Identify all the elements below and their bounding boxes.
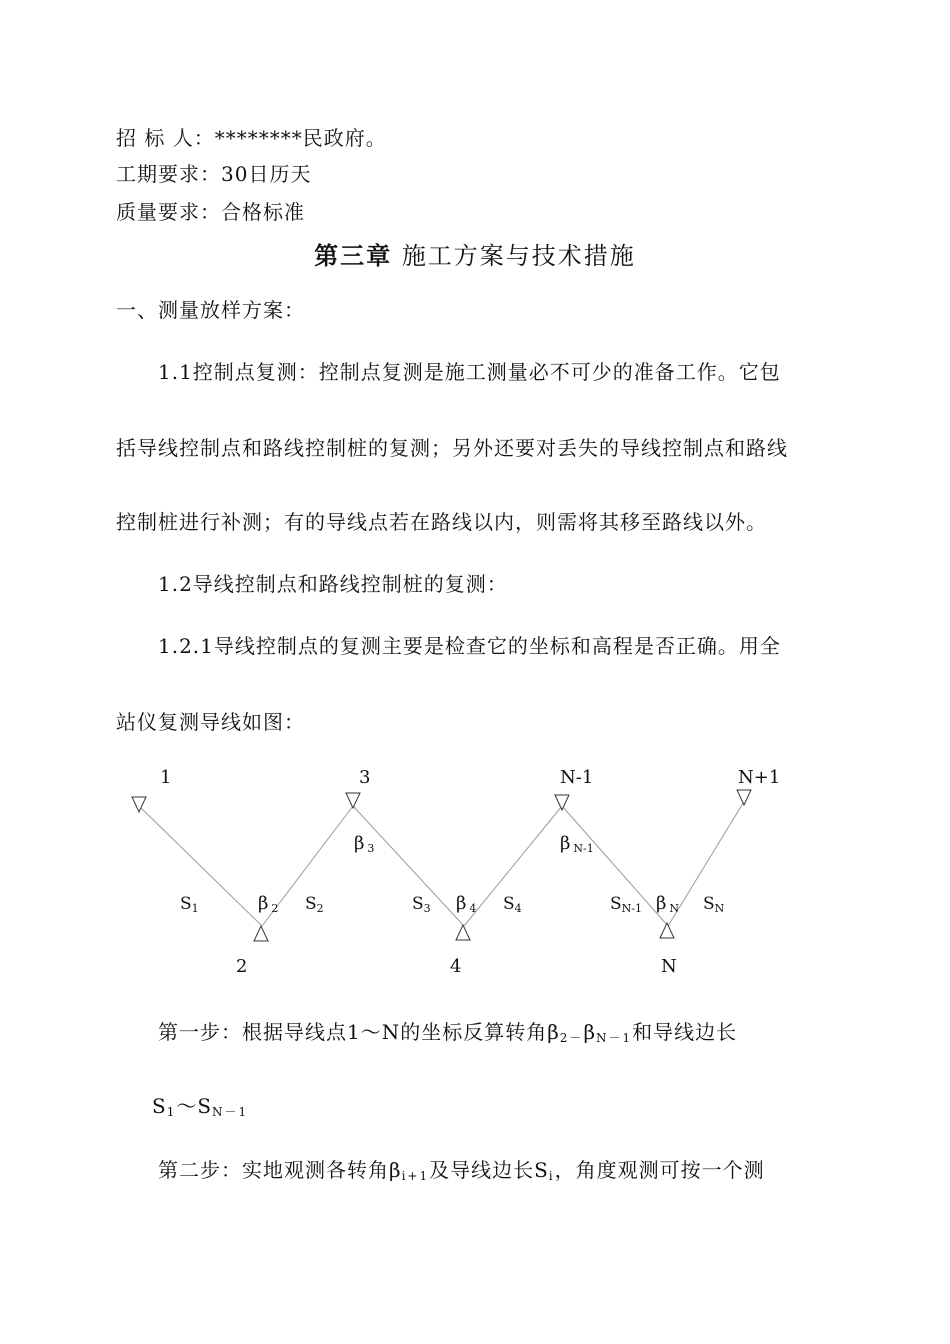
quality-value: 合格标准 (221, 200, 305, 224)
step-1-beta-b: β (583, 1020, 596, 1044)
step-1-s-a-sub: 1 (166, 1105, 177, 1119)
traverse-lines (139, 800, 745, 926)
side-label-s4: S4 (503, 894, 522, 915)
step-1-tilde: ～ (176, 1094, 198, 1118)
step-1-s-b-sub: N－1 (212, 1105, 249, 1119)
point-label-n: N (661, 956, 677, 977)
step-2-beta-sub: i+1 (401, 1169, 430, 1183)
angle-label-beta-2: β 2 (258, 893, 279, 915)
point-label-n-plus-1: N+1 (738, 767, 781, 788)
step-1-s-a: S (152, 1094, 167, 1118)
step-1-text-b: 和导线边长 (632, 1020, 738, 1044)
point-label-1: 1 (160, 767, 172, 788)
point-label-4: 4 (450, 956, 462, 977)
station-marker-n-plus-1 (737, 790, 751, 805)
paragraph-3-line-1: 1.2.1导线控制点的复测主要是检查它的坐标和高程是否正确。用全 (158, 634, 781, 658)
step-1-beta-a-sub: 2－ (559, 1031, 584, 1045)
traverse-line-1-2 (139, 806, 262, 926)
station-marker-4 (456, 925, 470, 940)
bidder-label: 招 标 人： (116, 126, 215, 150)
section-heading: 一、测量放样方案： (116, 298, 305, 322)
angle-label-beta-n-minus-1: β N-1 (560, 833, 594, 855)
step-2-text-a: 第二步：实地观测各转角 (158, 1158, 389, 1182)
step-2-beta: β (389, 1158, 402, 1182)
chapter-number: 第三章 (314, 241, 393, 270)
station-marker-2 (254, 926, 268, 941)
step-2-line-1 (158, 1154, 765, 1183)
paragraph-2: 1.2导线控制点和路线控制桩的复测： (158, 572, 508, 596)
angle-label-beta-n: β N (656, 893, 680, 915)
paragraph-1-line-3: 控制桩进行补测；有的导线点若在路线以内，则需将其移至路线以外。 (116, 510, 767, 534)
step-1-text-a: 第一步：根据导线点1～N的坐标反算转角 (158, 1020, 548, 1044)
station-marker-n (660, 923, 674, 938)
paragraph-3-line-2: 站仪复测导线如图： (116, 710, 305, 734)
station-marker-n-minus-1 (555, 795, 569, 810)
point-label-3: 3 (359, 767, 371, 788)
point-label-2: 2 (236, 956, 248, 977)
side-label-s-n: SN (703, 894, 725, 915)
station-marker-1 (132, 797, 146, 812)
quality-label: 质量要求： (116, 200, 221, 224)
step-2-text-b: 及导线边长 (429, 1158, 535, 1182)
step-1-beta-b-sub: N－1 (596, 1031, 633, 1045)
traverse-line-3-4 (353, 806, 464, 926)
paragraph-1-line-1: 1.1控制点复测：控制点复测是施工测量必不可少的准备工作。它包 (158, 360, 781, 384)
step-1-line-2 (152, 1090, 248, 1120)
angle-label-beta-4: β 4 (456, 893, 477, 915)
bidder-value: ********民政府。 (214, 126, 387, 150)
period-label: 工期要求： (116, 162, 221, 186)
point-label-n-minus-1: N-1 (560, 767, 594, 788)
side-label-s1: S1 (180, 894, 199, 915)
paragraph-1-line-2: 括导线控制点和路线控制桩的复测；另外还要对丢失的导线控制点和路线 (116, 436, 788, 460)
side-label-s3: S3 (412, 894, 431, 915)
step-2-s-sub: i (548, 1169, 555, 1183)
step-1-beta-a: β (547, 1020, 560, 1044)
step-1-line-1 (158, 1016, 737, 1046)
angle-label-beta-3: β 3 (354, 833, 375, 855)
step-1-s-b: S (197, 1094, 213, 1118)
step-2-s: S (534, 1158, 549, 1182)
chapter-name: 施工方案与技术措施 (401, 242, 636, 270)
period-value: 30日历天 (221, 162, 312, 186)
station-marker-3 (346, 793, 360, 808)
side-label-s2: S2 (305, 894, 324, 915)
step-2-text-c: ，角度观测可按一个测 (554, 1158, 765, 1182)
side-label-s-n-minus-1: SN-1 (610, 894, 642, 915)
